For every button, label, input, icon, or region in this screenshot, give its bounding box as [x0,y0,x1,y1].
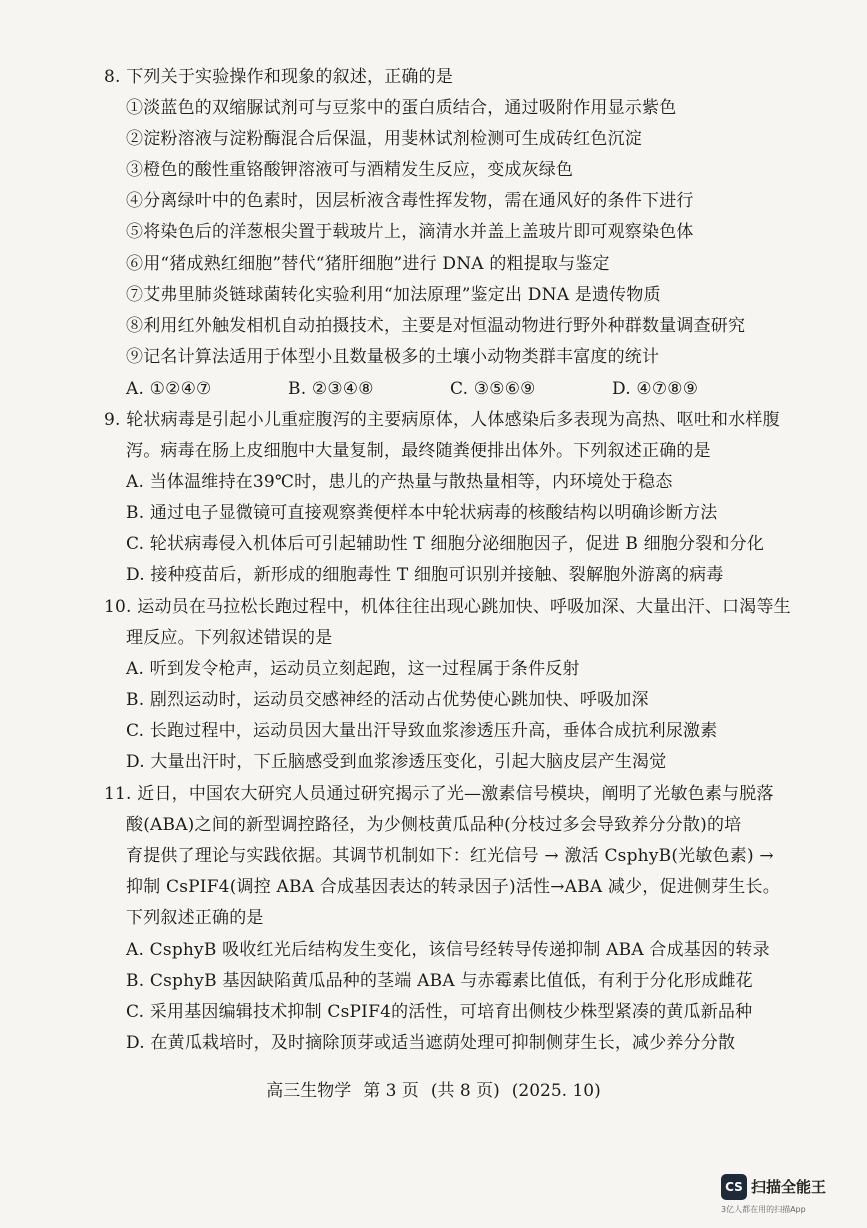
q8-option-b: B. ②③④⑧ [288,379,374,399]
watermark-app-name: 扫描全能王 [751,1178,827,1196]
q10-option-a: A. 听到发令枪声，运动员立刻起跑，这一过程属于条件反射 [126,659,580,679]
q9-stem-line-2: 泻。病毒在肠上皮细胞中大量复制，最终随粪便排出体外。下列叙述正确的是 [126,441,711,461]
footer-date: (2025. 10) [511,1081,601,1101]
q8-item-2: ②淀粉溶液与淀粉酶混合后保温，用斐林试剂检测可生成砖红色沉淀 [126,129,642,149]
camscanner-logo-icon: CS [721,1174,747,1200]
q11-option-b: B. CsphyB 基因缺陷黄瓜品种的茎端 ABA 与赤霉素比值低，有利于分化形成雌花 [126,971,753,991]
q9-option-d: D. 接种疫苗后，新形成的细胞毒性 T 细胞可识别并接触、裂解胞外游离的病毒 [126,565,724,585]
q10-stem-line-2: 理反应。下列叙述错误的是 [126,628,333,648]
q8-item-1: ①淡蓝色的双缩脲试剂可与豆浆中的蛋白质结合，通过吸附作用显示紫色 [126,98,677,118]
q11-stem-line-1: 11. 近日，中国农大研究人员通过研究揭示了光—激素信号模块，阐明了光敏色素与脱落 [104,784,774,804]
q8-item-3: ③橙色的酸性重铬酸钾溶液可与酒精发生反应，变成灰绿色 [126,160,574,180]
q8-item-7: ⑦艾弗里肺炎链球菌转化实验利用“加法原理”鉴定出 DNA 是遗传物质 [126,285,661,305]
q8-item-4: ④分离绿叶中的色素时，因层析液含毒性挥发物，需在通风好的条件下进行 [126,191,694,211]
q8-item-8: ⑧利用红外触发相机自动拍摄技术，主要是对恒温动物进行野外种群数量调查研究 [126,316,746,336]
q9-stem-line-1: 9. 轮状病毒是引起小儿重症腹泻的主要病原体，人体感染后多表现为高热、呕吐和水样腹 [104,410,780,430]
q11-option-a: A. CsphyB 吸收红光后结构发生变化，该信号经转导传递抑制 ABA 合成基因的转录 [126,940,770,960]
watermark-tagline: 3亿人都在用的扫描App [721,1205,806,1214]
q8-item-6: ⑥用“猪成熟红细胞”替代“猪肝细胞”进行 DNA 的粗提取与鉴定 [126,254,610,274]
footer-total-pages: (共 8 页) [430,1081,500,1101]
q8-stem: 8. 下列关于实验操作和现象的叙述，正确的是 [104,67,454,87]
q9-option-c: C. 轮状病毒侵入机体后可引起辅助性 T 细胞分泌细胞因子，促进 B 细胞分裂和分化 [126,534,765,554]
scanner-watermark [721,1174,861,1222]
q11-stem-line-2: 酸(ABA)之间的新型调控路径，为少侧枝黄瓜品种(分枝过多会导致养分分散)的培 [126,815,742,835]
q10-option-c: C. 长跑过程中，运动员因大量出汗导致血浆渗透压升高，垂体合成抗利尿激素 [126,721,718,741]
q11-stem-line-3: 育提供了理论与实践依据。其调节机制如下：红光信号 → 激活 CsphyB(光敏色素) → [126,846,774,866]
q9-option-b: B. 通过电子显微镜可直接观察粪便样本中轮状病毒的核酸结构以明确诊断方法 [126,503,718,523]
page-footer [0,1080,867,1102]
q8-option-a: A. ①②④⑦ [126,379,212,399]
q8-item-9: ⑨记名计算法适用于体型小且数量极多的土壤小动物类群丰富度的统计 [126,347,660,367]
q9-option-a: A. 当体温维持在39℃时，患儿的产热量与散热量相等，内环境处于稳态 [126,472,673,492]
q11-option-c: C. 采用基因编辑技术抑制 CsPIF4的活性，可培育出侧枝少株型紧凑的黄瓜新品种 [126,1002,753,1022]
q11-stem-line-5: 下列叙述正确的是 [126,908,264,928]
q10-option-d: D. 大量出汗时，下丘脑感受到血浆渗透压变化，引起大脑皮层产生渴觉 [126,752,667,772]
q8-option-c: C. ③⑤⑥⑨ [450,379,536,399]
q8-item-5: ⑤将染色后的洋葱根尖置于载玻片上，滴清水并盖上盖玻片即可观察染色体 [126,222,694,242]
q10-stem-line-1: 10. 运动员在马拉松长跑过程中，机体往往出现心跳加快、呼吸加深、大量出汗、口渴等生 [104,597,791,617]
q10-option-b: B. 剧烈运动时，运动员交感神经的活动占优势使心跳加快、呼吸加深 [126,690,649,710]
q8-options [126,378,826,400]
q11-option-d: D. 在黄瓜栽培时，及时摘除顶芽或适当遮荫处理可抑制侧芽生长，减少养分分散 [126,1033,736,1053]
q11-stem-line-4: 抑制 CsPIF4(调控 ABA 合成基因表达的转录因子)活性→ABA 减少，促进侧芽生长。 [126,877,780,897]
footer-subject: 高三生物学 [266,1081,352,1101]
q8-option-d: D. ④⑦⑧⑨ [612,379,699,399]
footer-page-number: 第 3 页 [363,1081,419,1101]
